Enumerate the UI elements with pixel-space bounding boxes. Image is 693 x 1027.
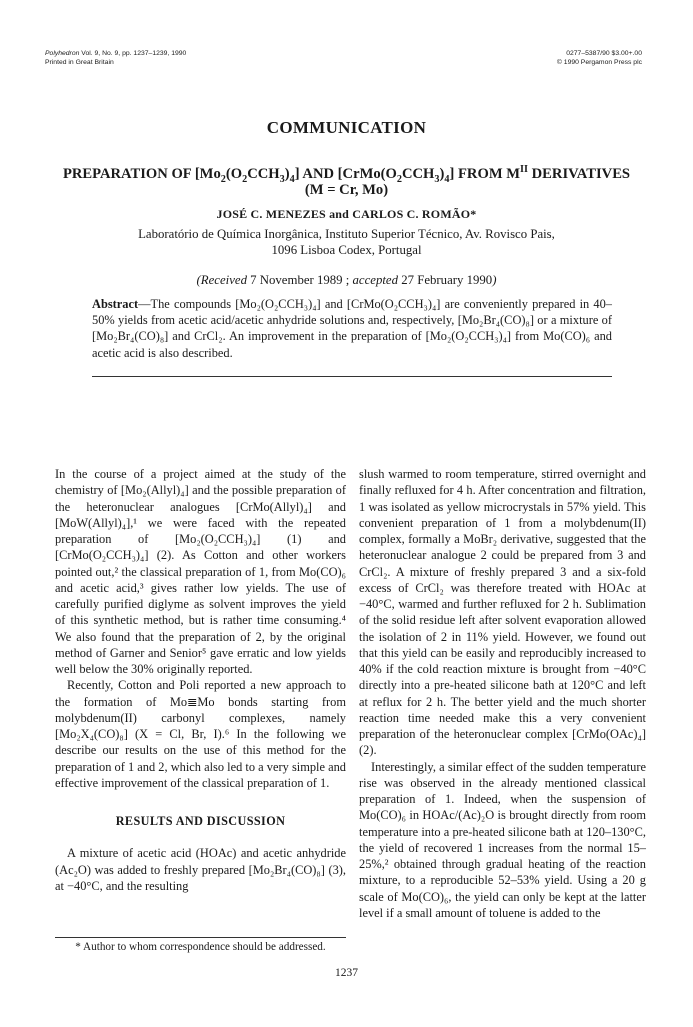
paragraph: Recently, Cotton and Poli reported a new approach to the formation of Mo≣Mo bonds starting from molybdenum(II) carbonyl complexes, namely [Mo₂X₄(CO)₈] (X = Cl, Br, I).⁶ In the following we describe our results on the use of this method for the preparation of 1 and 2, which also led to a very simple and effective improvement of the classical preparation of 1. bbox=[55, 678, 346, 790]
author-list: JOSÉ C. MENEZES and CARLOS C. ROMÃO* bbox=[216, 207, 477, 221]
abstract bbox=[92, 296, 612, 361]
paragraph: A mixture of acetic acid (HOAc) and acetic anhydride (Ac₂O) was added to freshly prepared [Mo₂Br₄(CO)₈] (3), at −40°C, and the resulting bbox=[55, 846, 346, 893]
affiliation-line-1: Laboratório de Química Inorgânica, Instituto Superior Técnico, Av. Rovisco Pais, bbox=[138, 227, 555, 241]
section-heading: RESULTS AND DISCUSSION bbox=[115, 814, 286, 828]
paragraph: slush warmed to room temperature, stirred overnight and finally refluxed for 4 h. After concentration and filtration, 1 was isolated as yellow microcrystals in 57% yield. This convenient preparation of 1 from a molybdenum(II) complex, formally a MoBr₂ derivative, suggested that the heteronuclear analogue 2 could be prepared from 3 and CrCl₂. A mixture of freshly prepared 3 and a six-fold excess of CrCl₂ was therefore treated with HOAc at −40°C, warmed and further refluxed for 2 h. Sublimation of the solid residue left after solvent evaporation allowed the isolation of 2 in 11% yield. However, we found out that this yield can be easily and reproducibly increased to 40% if the cold reaction mixture is brought from −40°C directly into a pre-heated silicone bath at 120°C and left at reflux for 2 h. The better yield and the much shorter reaction time needed make this a very convenient preparation of the heteronuclear complex [CrMo(OAc)₄] (2). bbox=[359, 467, 646, 758]
abstract-divider bbox=[92, 376, 612, 377]
printed-in: Printed in Great Britain bbox=[45, 58, 114, 66]
abstract-label: Abstract bbox=[92, 297, 139, 311]
article-title: PREPARATION OF $[Mo_2(O_2CCH_3)_4]$ AND $[CrMo(O_2CCH_3)_4]$ FROM $M^{II}$ DERIVATIVES (M = Cr, Mo) bbox=[62, 164, 631, 198]
page-number: 1237 bbox=[335, 967, 358, 979]
issn-price: 0277–5387/90 $3.00+.00 bbox=[566, 50, 642, 57]
footnote: * Author to whom correspondence should be addressed. bbox=[75, 941, 326, 953]
affiliation-line-2: 1096 Lisboa Codex, Portugal bbox=[271, 243, 422, 257]
paragraph: Interestingly, a similar effect of the sudden temperature rise was observed in the already mentioned classical preparation of 1. Indeed, when the suspension of Mo(CO)₆ in HOAc/(Ac)₂O is brought directly from room temperature into a pre-heated silicone bath at 120–130°C, the yield of recovered 1 increases from the normal 15–25%,² obtained through gradual heating of the reaction mixture, to a reproducible 52–53% yield. Using a 20 g scale of Mo(CO)₆, the yield can only be kept at the latter level if a small amount of toluene is added to the bbox=[359, 759, 646, 920]
affiliation bbox=[0, 226, 693, 258]
right-column bbox=[359, 466, 646, 921]
footnote-divider bbox=[55, 937, 346, 938]
paragraph: In the course of a project aimed at the study of the chemistry of [Mo₂(Allyl)₄] and the possible preparation of the heteronuclear analogues [CrMo(Allyl)₄] and [MoW(Allyl)₄],¹ we were faced with the repeated preparation of [Mo₂(O₂CCH₃)₄] (1) and [CrMo(O₂CCH₃)₄] (2). As Cotton and other workers pointed out,² the classical preparation of 1, from Mo(CO)₆ and acetic acid,³ gives rather low yields. The use of carefully purified diglyme as solvent improves the yield of this synthetic method, but is rather time consuming.⁴ We also found that the preparation of 2, by the original method of Garner and Senior⁵ gave erratic and low yields well below the 30% originally reported. bbox=[55, 467, 346, 676]
left-column bbox=[55, 466, 346, 894]
journal-name: Polyhedron bbox=[45, 50, 80, 57]
abstract-text: —The compounds [Mo₂(O₂CCH₃)₄] and [CrMo(O₂CCH₃)₄] are conveniently prepared in 40–50% yields from acetic acid/acetic anhydride solutions and, respectively, [Mo₂Br₄(CO)₈] or a mixture of [Mo₂Br₄(CO)₈] and CrCl₂. An improvement in the preparation of [Mo₂(O₂CCH₃)₄] from Mo(CO)₆ and acetic acid is also described. bbox=[92, 297, 612, 360]
journal-citation: Vol. 9, No. 9, pp. 1237–1239, 1990 bbox=[81, 50, 187, 57]
running-header-right bbox=[557, 50, 642, 67]
section-title: COMMUNICATION bbox=[266, 118, 427, 137]
received-accepted-dates: (Received 7 November 1989 ; accepted 27 February 1990) bbox=[196, 273, 497, 287]
copyright: © 1990 Pergamon Press plc bbox=[556, 58, 642, 66]
running-header-left bbox=[45, 50, 186, 67]
